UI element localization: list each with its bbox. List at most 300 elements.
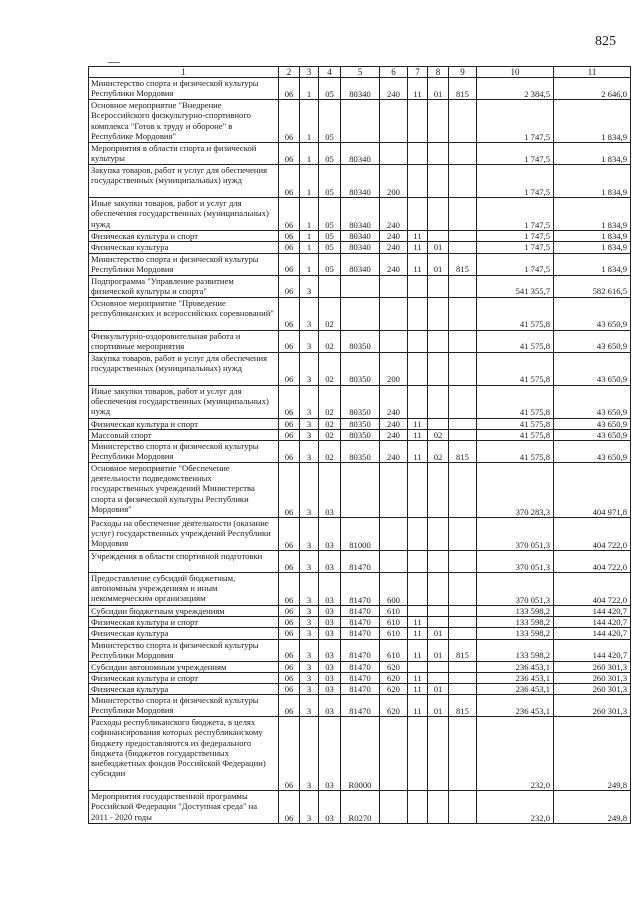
value-col-11-cell: 1 834,9 [554,165,631,198]
row-name-cell: Основное мероприятие "Проведение республиканских и всероссийских соревнований" [89,297,279,330]
table-row [89,606,631,617]
budget-table [88,66,631,824]
col-7-cell: 11 [408,253,428,275]
col-4-cell: 03 [319,617,341,628]
table-row [89,661,631,672]
column-header: 6 [380,67,408,78]
value-col-10-cell: 232,0 [477,791,554,824]
col-9-cell [449,429,477,440]
col-3-cell: 3 [300,429,319,440]
table-row [89,297,631,330]
col-3-cell: 3 [300,418,319,429]
col-8-cell [428,463,449,518]
col-8-cell [428,661,449,672]
value-col-10-cell: 1 747,5 [477,165,554,198]
value-col-10-cell: 133 598,2 [477,617,554,628]
col-6-cell: 620 [380,672,408,683]
col-3-cell: 3 [300,441,319,463]
col-7-cell [408,661,428,672]
col-4-cell: 02 [319,330,341,352]
value-col-10-cell: 41 575,8 [477,418,554,429]
col-4-cell: 03 [319,639,341,661]
value-col-10-cell: 1 747,5 [477,231,554,242]
col-3-cell: 3 [300,551,319,573]
col-5-cell: 80340 [341,231,380,242]
col-5-cell [341,275,380,297]
col-6-cell: 240 [380,441,408,463]
col-2-cell: 06 [279,573,300,606]
table-row [89,791,631,824]
page-number: 825 [595,34,616,49]
col-8-cell [428,231,449,242]
value-col-10-cell: 236 453,1 [477,672,554,683]
col-2-cell: 06 [279,100,300,143]
col-8-cell [428,418,449,429]
value-col-10-cell: 1 747,5 [477,242,554,253]
value-col-10-cell: 133 598,2 [477,628,554,639]
value-col-10-cell: 1 747,5 [477,100,554,143]
table-row [89,352,631,385]
value-col-10-cell: 232,0 [477,717,554,791]
col-8-cell: 02 [428,429,449,440]
value-col-11-cell: 144 420,7 [554,628,631,639]
col-8-cell [428,551,449,573]
col-9-cell [449,684,477,695]
value-col-10-cell: 1 747,5 [477,253,554,275]
col-9-cell [449,275,477,297]
row-name-cell: Физкультурно-оздоровительная работа и спортивные мероприятия [89,330,279,352]
col-2-cell: 06 [279,628,300,639]
value-col-11-cell: 260 301,3 [554,695,631,717]
col-4-cell: 02 [319,385,341,418]
col-7-cell: 11 [408,617,428,628]
col-5-cell: 80350 [341,418,380,429]
col-6-cell [380,717,408,791]
col-4-cell: 03 [319,628,341,639]
col-7-cell: 11 [408,242,428,253]
row-name-cell: Иные закупки товаров, работ и услуг для обеспечения государственных (муниципальных) нужд [89,198,279,231]
col-3-cell: 3 [300,628,319,639]
table-row [89,551,631,573]
value-col-11-cell: 1 834,9 [554,198,631,231]
col-9-cell [449,617,477,628]
row-name-cell: Массовый спорт [89,429,279,440]
col-3-cell: 3 [300,518,319,551]
col-5-cell [341,463,380,518]
col-3-cell: 3 [300,573,319,606]
col-9-cell [449,463,477,518]
col-9-cell [449,573,477,606]
value-col-11-cell: 1 834,9 [554,143,631,165]
row-name-cell: Министерство спорта и физической культуры Республики Мордовия [89,78,279,100]
col-3-cell: 1 [300,253,319,275]
value-col-11-cell: 1 834,9 [554,242,631,253]
col-9-cell: 815 [449,639,477,661]
col-6-cell: 240 [380,78,408,100]
row-name-cell: Мероприятия государственной программы Российской Федерации "Доступная среда" на 2011 - 2020 годы [89,791,279,824]
col-6-cell: 200 [380,352,408,385]
row-name-cell: Министерство спорта и физической культуры Республики Мордовия [89,441,279,463]
col-6-cell: 610 [380,628,408,639]
table-row [89,165,631,198]
col-5-cell: 81470 [341,639,380,661]
table-row [89,639,631,661]
col-3-cell: 3 [300,695,319,717]
value-col-11-cell: 249,8 [554,791,631,824]
col-6-cell: 240 [380,231,408,242]
table-row [89,330,631,352]
col-4-cell: 05 [319,100,341,143]
col-7-cell: 11 [408,639,428,661]
row-name-cell: Физическая культура и спорт [89,617,279,628]
col-2-cell: 06 [279,463,300,518]
col-4-cell: 05 [319,143,341,165]
col-9-cell [449,628,477,639]
row-name-cell: Основное мероприятие "Обеспечение деятельности подведомственных государственных учреждений Министерства спорта и физической культуры Республики Мордовия" [89,463,279,518]
row-name-cell: Иные закупки товаров, работ и услуг для обеспечения государственных (муниципальных) нужд [89,385,279,418]
col-3-cell: 3 [300,717,319,791]
col-8-cell [428,330,449,352]
col-2-cell: 06 [279,165,300,198]
budget-table-container [88,66,630,824]
col-3-cell: 3 [300,672,319,683]
col-6-cell: 610 [380,606,408,617]
col-6-cell [380,791,408,824]
col-9-cell [449,385,477,418]
col-9-cell [449,418,477,429]
col-5-cell: 81470 [341,628,380,639]
col-3-cell: 3 [300,606,319,617]
table-row [89,695,631,717]
value-col-11-cell: 404 722,0 [554,573,631,606]
col-4-cell: 03 [319,573,341,606]
value-col-11-cell: 1 834,9 [554,253,631,275]
col-3-cell: 1 [300,165,319,198]
col-6-cell: 610 [380,639,408,661]
col-7-cell [408,463,428,518]
col-6-cell: 620 [380,661,408,672]
col-6-cell: 620 [380,684,408,695]
col-2-cell: 06 [279,418,300,429]
col-4-cell: 05 [319,253,341,275]
table-body [89,78,631,824]
col-5-cell: 80350 [341,441,380,463]
row-name-cell: Субсидии автономным учреждениям [89,661,279,672]
col-5-cell: 80340 [341,198,380,231]
col-9-cell: 815 [449,78,477,100]
table-row [89,418,631,429]
col-2-cell: 06 [279,551,300,573]
value-col-10-cell: 41 575,8 [477,297,554,330]
col-4-cell: 03 [319,551,341,573]
col-5-cell [341,100,380,143]
col-4-cell: 03 [319,463,341,518]
col-4-cell: 03 [319,606,341,617]
col-2-cell: 06 [279,639,300,661]
column-header: 1 [89,67,279,78]
col-3-cell: 3 [300,297,319,330]
value-col-10-cell: 541 355,7 [477,275,554,297]
value-col-10-cell: 41 575,8 [477,352,554,385]
col-4-cell: 03 [319,518,341,551]
col-2-cell: 06 [279,661,300,672]
table-row [89,231,631,242]
col-7-cell: 11 [408,684,428,695]
value-col-11-cell: 43 650,9 [554,297,631,330]
value-col-11-cell: 404 722,0 [554,518,631,551]
col-3-cell: 1 [300,78,319,100]
value-col-10-cell: 370 051,3 [477,551,554,573]
col-3-cell: 1 [300,198,319,231]
col-7-cell [408,606,428,617]
row-name-cell: Учреждения в области спортивной подготовки [89,551,279,573]
col-2-cell: 06 [279,695,300,717]
row-name-cell: Министерство спорта и физической культуры Республики Мордовия [89,253,279,275]
value-col-11-cell: 404 971,8 [554,463,631,518]
col-8-cell: 01 [428,639,449,661]
col-7-cell [408,551,428,573]
col-9-cell [449,551,477,573]
col-6-cell [380,143,408,165]
col-9-cell [449,297,477,330]
col-7-cell: 11 [408,78,428,100]
col-4-cell: 03 [319,661,341,672]
col-9-cell [449,717,477,791]
value-col-11-cell: 260 301,3 [554,661,631,672]
col-7-cell [408,275,428,297]
col-3-cell: 1 [300,143,319,165]
col-3-cell: 1 [300,100,319,143]
col-4-cell: 03 [319,695,341,717]
value-col-10-cell: 236 453,1 [477,684,554,695]
col-7-cell: 11 [408,672,428,683]
col-5-cell: R0270 [341,791,380,824]
value-col-10-cell: 133 598,2 [477,606,554,617]
value-col-11-cell: 582 616,5 [554,275,631,297]
value-col-11-cell: 144 420,7 [554,617,631,628]
row-name-cell: Расходы республиканского бюджета, в целях софинансирования которых республиканскому бюджету предоставляются из федерального бюджета (бюджетов государственных внебюджетных фондов Российской Федерации) субсидии [89,717,279,791]
col-5-cell: 80340 [341,242,380,253]
col-9-cell [449,606,477,617]
value-col-10-cell: 41 575,8 [477,429,554,440]
value-col-10-cell: 370 051,3 [477,573,554,606]
col-9-cell [449,518,477,551]
value-col-10-cell: 41 575,8 [477,385,554,418]
col-4-cell: 03 [319,684,341,695]
value-col-10-cell: 41 575,8 [477,441,554,463]
col-7-cell [408,143,428,165]
table-row [89,253,631,275]
col-8-cell: 01 [428,695,449,717]
col-8-cell [428,100,449,143]
col-7-cell [408,297,428,330]
col-2-cell: 06 [279,275,300,297]
value-col-11-cell: 43 650,9 [554,418,631,429]
value-col-10-cell: 370 051,3 [477,518,554,551]
row-name-cell: Мероприятия в области спорта и физической культуры [89,143,279,165]
col-5-cell: 81470 [341,695,380,717]
col-8-cell [428,297,449,330]
row-name-cell: Министерство спорта и физической культуры Республики Мордовия [89,695,279,717]
row-name-cell: Расходы на обеспечение деятельности (оказание услуг) государственных учреждений Республики Мордовия [89,518,279,551]
col-2-cell: 06 [279,352,300,385]
row-name-cell: Закупка товаров, работ и услуг для обеспечения государственных (муниципальных) нужд [89,165,279,198]
col-5-cell: R0000 [341,717,380,791]
row-name-cell: Физическая культура и спорт [89,672,279,683]
col-3-cell: 1 [300,231,319,242]
col-8-cell [428,165,449,198]
col-5-cell: 81000 [341,518,380,551]
col-2-cell: 06 [279,242,300,253]
col-4-cell: 02 [319,352,341,385]
value-col-10-cell: 2 384,5 [477,78,554,100]
col-3-cell: 3 [300,661,319,672]
col-2-cell: 06 [279,253,300,275]
col-8-cell [428,385,449,418]
col-3-cell: 3 [300,275,319,297]
table-row [89,275,631,297]
col-8-cell [428,352,449,385]
table-header-row [89,67,631,78]
table-row [89,684,631,695]
value-col-10-cell: 1 747,5 [477,198,554,231]
column-header: 9 [449,67,477,78]
table-row [89,78,631,100]
column-header: 10 [477,67,554,78]
value-col-11-cell: 43 650,9 [554,441,631,463]
row-name-cell: Основное мероприятие "Внедрение Всероссийского физкультурно-спортивного комплекса "Готов к труду и обороне" в Республике Мордовия" [89,100,279,143]
col-4-cell: 05 [319,165,341,198]
col-2-cell: 06 [279,617,300,628]
col-4-cell [319,275,341,297]
value-col-11-cell: 144 420,7 [554,606,631,617]
row-name-cell: Субсидии бюджетным учреждениям [89,606,279,617]
col-9-cell [449,165,477,198]
table-row [89,717,631,791]
col-7-cell [408,573,428,606]
row-name-cell: Физическая культура [89,242,279,253]
table-row [89,463,631,518]
col-7-cell [408,352,428,385]
col-2-cell: 06 [279,198,300,231]
col-7-cell [408,198,428,231]
col-3-cell: 3 [300,463,319,518]
col-2-cell: 06 [279,684,300,695]
scan-mark [108,62,120,63]
column-header: 2 [279,67,300,78]
col-7-cell: 11 [408,441,428,463]
col-5-cell: 81470 [341,672,380,683]
column-header: 3 [300,67,319,78]
col-9-cell [449,352,477,385]
col-9-cell: 815 [449,695,477,717]
col-6-cell: 620 [380,695,408,717]
value-col-11-cell: 43 650,9 [554,330,631,352]
col-6-cell: 240 [380,198,408,231]
col-8-cell [428,672,449,683]
col-5-cell: 80340 [341,165,380,198]
col-7-cell [408,330,428,352]
col-5-cell: 80340 [341,143,380,165]
col-6-cell [380,518,408,551]
value-col-10-cell: 133 598,2 [477,639,554,661]
col-2-cell: 06 [279,717,300,791]
col-4-cell: 02 [319,429,341,440]
column-header: 4 [319,67,341,78]
table-row [89,441,631,463]
col-9-cell: 815 [449,253,477,275]
column-header: 5 [341,67,380,78]
table-row [89,429,631,440]
col-5-cell: 81470 [341,661,380,672]
col-7-cell: 11 [408,231,428,242]
col-5-cell: 81470 [341,573,380,606]
col-9-cell [449,791,477,824]
value-col-11-cell: 1 834,9 [554,231,631,242]
col-6-cell: 240 [380,242,408,253]
col-9-cell [449,330,477,352]
col-8-cell: 02 [428,441,449,463]
col-6-cell: 240 [380,385,408,418]
col-6-cell: 600 [380,573,408,606]
col-8-cell [428,573,449,606]
col-3-cell: 3 [300,639,319,661]
col-9-cell [449,231,477,242]
row-name-cell: Физическая культура и спорт [89,231,279,242]
col-8-cell: 01 [428,253,449,275]
value-col-10-cell: 1 747,5 [477,143,554,165]
col-7-cell [408,385,428,418]
col-6-cell [380,551,408,573]
col-8-cell [428,606,449,617]
col-5-cell: 81470 [341,684,380,695]
value-col-11-cell: 260 301,3 [554,684,631,695]
table-row [89,617,631,628]
col-6-cell [380,100,408,143]
col-6-cell [380,297,408,330]
col-8-cell [428,717,449,791]
col-6-cell [380,463,408,518]
value-col-10-cell: 236 453,1 [477,661,554,672]
col-7-cell: 11 [408,418,428,429]
value-col-11-cell: 43 650,9 [554,352,631,385]
col-5-cell: 81470 [341,606,380,617]
col-5-cell: 81470 [341,617,380,628]
col-2-cell: 06 [279,429,300,440]
col-6-cell: 240 [380,429,408,440]
col-5-cell [341,297,380,330]
col-2-cell: 06 [279,791,300,824]
col-8-cell: 01 [428,628,449,639]
col-8-cell [428,143,449,165]
col-4-cell: 05 [319,242,341,253]
col-6-cell [380,275,408,297]
col-2-cell: 06 [279,330,300,352]
table-row [89,100,631,143]
col-9-cell: 815 [449,441,477,463]
col-5-cell: 80350 [341,352,380,385]
col-8-cell [428,275,449,297]
col-7-cell [408,791,428,824]
table-row [89,242,631,253]
value-col-11-cell: 43 650,9 [554,429,631,440]
col-4-cell: 03 [319,791,341,824]
col-5-cell: 81470 [341,551,380,573]
col-8-cell [428,791,449,824]
table-row [89,672,631,683]
col-5-cell: 80350 [341,385,380,418]
col-3-cell: 1 [300,242,319,253]
